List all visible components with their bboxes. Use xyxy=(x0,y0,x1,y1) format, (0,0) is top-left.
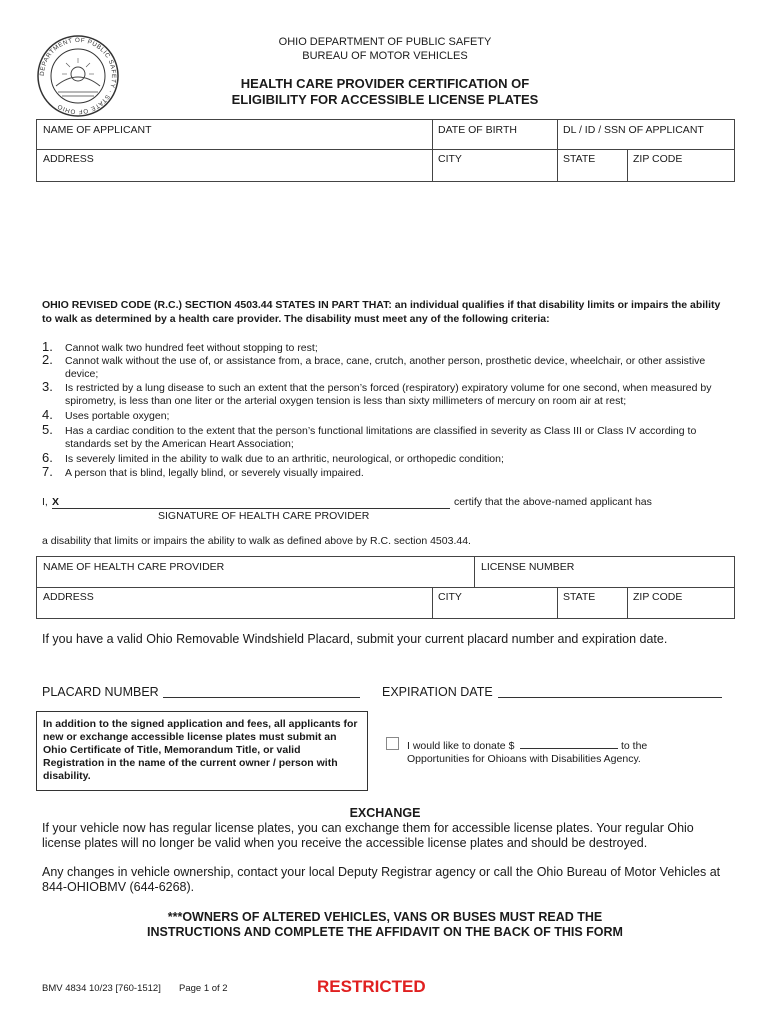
applicant-zip-field[interactable] xyxy=(629,150,734,180)
criteria-text: Cannot walk two hundred feet without stopping to rest; xyxy=(65,342,318,354)
applicant-city-field[interactable] xyxy=(434,150,556,180)
applicant-dob-field[interactable] xyxy=(434,121,556,149)
criteria-text: Has a cardiac condition to the extent that the person’s functional limitations are classified in severity as Class III or Class IV according to standards set by the American Heart Association; xyxy=(65,425,697,450)
page-number: Page 1 of 2 xyxy=(179,983,228,994)
applicant-dl-field[interactable] xyxy=(559,121,734,149)
expiration-date-field[interactable] xyxy=(498,683,722,698)
criteria-text: A person that is blind, legally blind, or severely visually impaired. xyxy=(65,467,364,479)
placard-number-label: PLACARD NUMBER xyxy=(42,685,159,699)
provider-zip-label: ZIP CODE xyxy=(633,591,683,603)
criteria-item xyxy=(42,465,732,479)
criteria-text: Uses portable oxygen; xyxy=(65,410,170,422)
applicant-address-label: ADDRESS xyxy=(43,153,94,165)
provider-zip-field[interactable] xyxy=(629,588,734,617)
criteria-item xyxy=(42,451,732,465)
criteria-item xyxy=(42,380,732,406)
placard-number-field[interactable] xyxy=(163,683,360,698)
criteria-item xyxy=(42,423,732,449)
criteria-number: 6. xyxy=(42,450,53,465)
signature-x-mark: X xyxy=(52,496,60,508)
svg-text:DEPARTMENT OF PUBLIC SAFETY ·: DEPARTMENT OF PUBLIC SAFETY · STATE OF OHIO xyxy=(38,36,118,116)
statute-text: OHIO REVISED CODE (R.C.) SECTION 4503.44 STATES IN PART THAT: an individual qualifies if that disability limits or impairs the ability to walk as determined by a health care provider. The disability must meet any of the following criteria: xyxy=(42,299,721,325)
provider-license-label: LICENSE NUMBER xyxy=(481,561,575,573)
applicant-state-field[interactable] xyxy=(559,150,626,180)
provider-signature-line[interactable] xyxy=(52,494,450,509)
cert-suffix: certify that the above-named applicant has xyxy=(454,496,652,508)
criteria-number: 4. xyxy=(42,407,53,422)
applicant-name-field[interactable] xyxy=(39,121,429,149)
provider-license-field[interactable] xyxy=(477,558,734,587)
provider-state-label: STATE xyxy=(563,591,596,603)
criteria-number: 7. xyxy=(42,464,53,479)
applicant-zip-label: ZIP CODE xyxy=(633,153,683,165)
donation-checkbox[interactable] xyxy=(386,737,399,750)
donation-suffix: to the xyxy=(621,740,648,752)
provider-name-field[interactable] xyxy=(39,558,471,587)
criteria-item xyxy=(42,408,732,422)
signature-label: SIGNATURE OF HEALTH CARE PROVIDER xyxy=(158,510,370,522)
criteria-number: 5. xyxy=(42,422,53,437)
provider-info-table xyxy=(36,556,735,619)
provider-address-label: ADDRESS xyxy=(43,591,94,603)
applicant-state-label: STATE xyxy=(563,153,596,165)
title-requirement-notice xyxy=(36,711,368,791)
form-id: BMV 4834 10/23 [760-1512] xyxy=(42,983,161,994)
donation-amount-field[interactable] xyxy=(520,737,618,749)
criteria-number: 2. xyxy=(42,352,53,367)
provider-city-label: CITY xyxy=(438,591,462,603)
exchange-heading: EXCHANGE xyxy=(349,806,421,820)
applicant-name-label: NAME OF APPLICANT xyxy=(43,124,152,136)
exchange-paragraph: If your vehicle now has regular license plates, you can exchange them for accessible license plates. Your regular Ohio license plates will no longer be valid when you receive the accessible license plates and should be destroyed. xyxy=(42,821,694,850)
placard-intro: If you have a valid Ohio Removable Windshield Placard, submit your current placard number and expiration date. xyxy=(42,632,668,646)
form-title-line2: ELIGIBILITY FOR ACCESSIBLE LICENSE PLATES xyxy=(231,92,539,107)
notice-text: In addition to the signed application and fees, all applicants for new or exchange accessible license plates must submit an Ohio Certificate of Title, Memorandum Title, or valid Registration in the name of the current owner / person with disability. xyxy=(43,718,358,782)
applicant-dob-label: DATE OF BIRTH xyxy=(438,124,517,136)
form-title-line1: HEALTH CARE PROVIDER CERTIFICATION OF xyxy=(240,76,530,91)
applicant-address-field[interactable] xyxy=(39,150,429,180)
certification-statement: a disability that limits or impairs the ability to walk as defined above by R.C. section 4503.44. xyxy=(42,535,471,547)
applicant-city-label: CITY xyxy=(438,153,462,165)
criteria-text: Cannot walk without the use of, or assistance from, a brace, cane, crutch, another person, prosthetic device, wheelchair, or other assistive device; xyxy=(65,355,706,380)
cert-prefix: I, xyxy=(42,496,48,508)
agency-name: OHIO DEPARTMENT OF PUBLIC SAFETY xyxy=(278,36,492,48)
expiration-date-label: EXPIRATION DATE xyxy=(382,685,493,699)
provider-address-field[interactable] xyxy=(39,588,429,617)
criteria-text: Is restricted by a lung disease to such an extent that the person’s forced (respiratory) expiratory volume for one second, when measured by spirometry, is less than one liter or the arterial oxygen tension is less than sixty millimeters of mercury on room air at rest; xyxy=(65,382,712,407)
provider-state-field[interactable] xyxy=(559,588,626,617)
provider-city-field[interactable] xyxy=(434,588,556,617)
restricted-stamp: RESTRICTED xyxy=(317,977,426,996)
form-title xyxy=(0,76,770,108)
applicant-dl-label: DL / ID / SSN OF APPLICANT xyxy=(563,124,704,136)
criteria-number: 1. xyxy=(42,339,53,354)
owners-notice-line1: ***OWNERS OF ALTERED VEHICLES, VANS OR BUSES MUST READ THE xyxy=(167,910,603,924)
provider-name-label: NAME OF HEALTH CARE PROVIDER xyxy=(43,561,225,573)
criteria-number: 3. xyxy=(42,379,53,394)
bureau-name: BUREAU OF MOTOR VEHICLES xyxy=(302,50,468,62)
applicant-info-table xyxy=(36,119,735,182)
donation-agency: Opportunities for Ohioans with Disabilities Agency. xyxy=(407,753,641,765)
donation-prefix: I would like to donate $ xyxy=(407,740,515,752)
ownership-change-paragraph: Any changes in vehicle ownership, contact your local Deputy Registrar agency or call the Ohio Bureau of Motor Vehicles at 844-OHIOBMV (644-6268). xyxy=(42,865,721,894)
criteria-item xyxy=(42,340,732,354)
criteria-text: Is severely limited in the ability to walk due to an arthritic, neurological, or orthopedic condition; xyxy=(65,453,504,465)
owners-notice-line2: INSTRUCTIONS AND COMPLETE THE AFFIDAVIT ON THE BACK OF THIS FORM xyxy=(147,925,623,939)
criteria-item xyxy=(42,353,732,379)
